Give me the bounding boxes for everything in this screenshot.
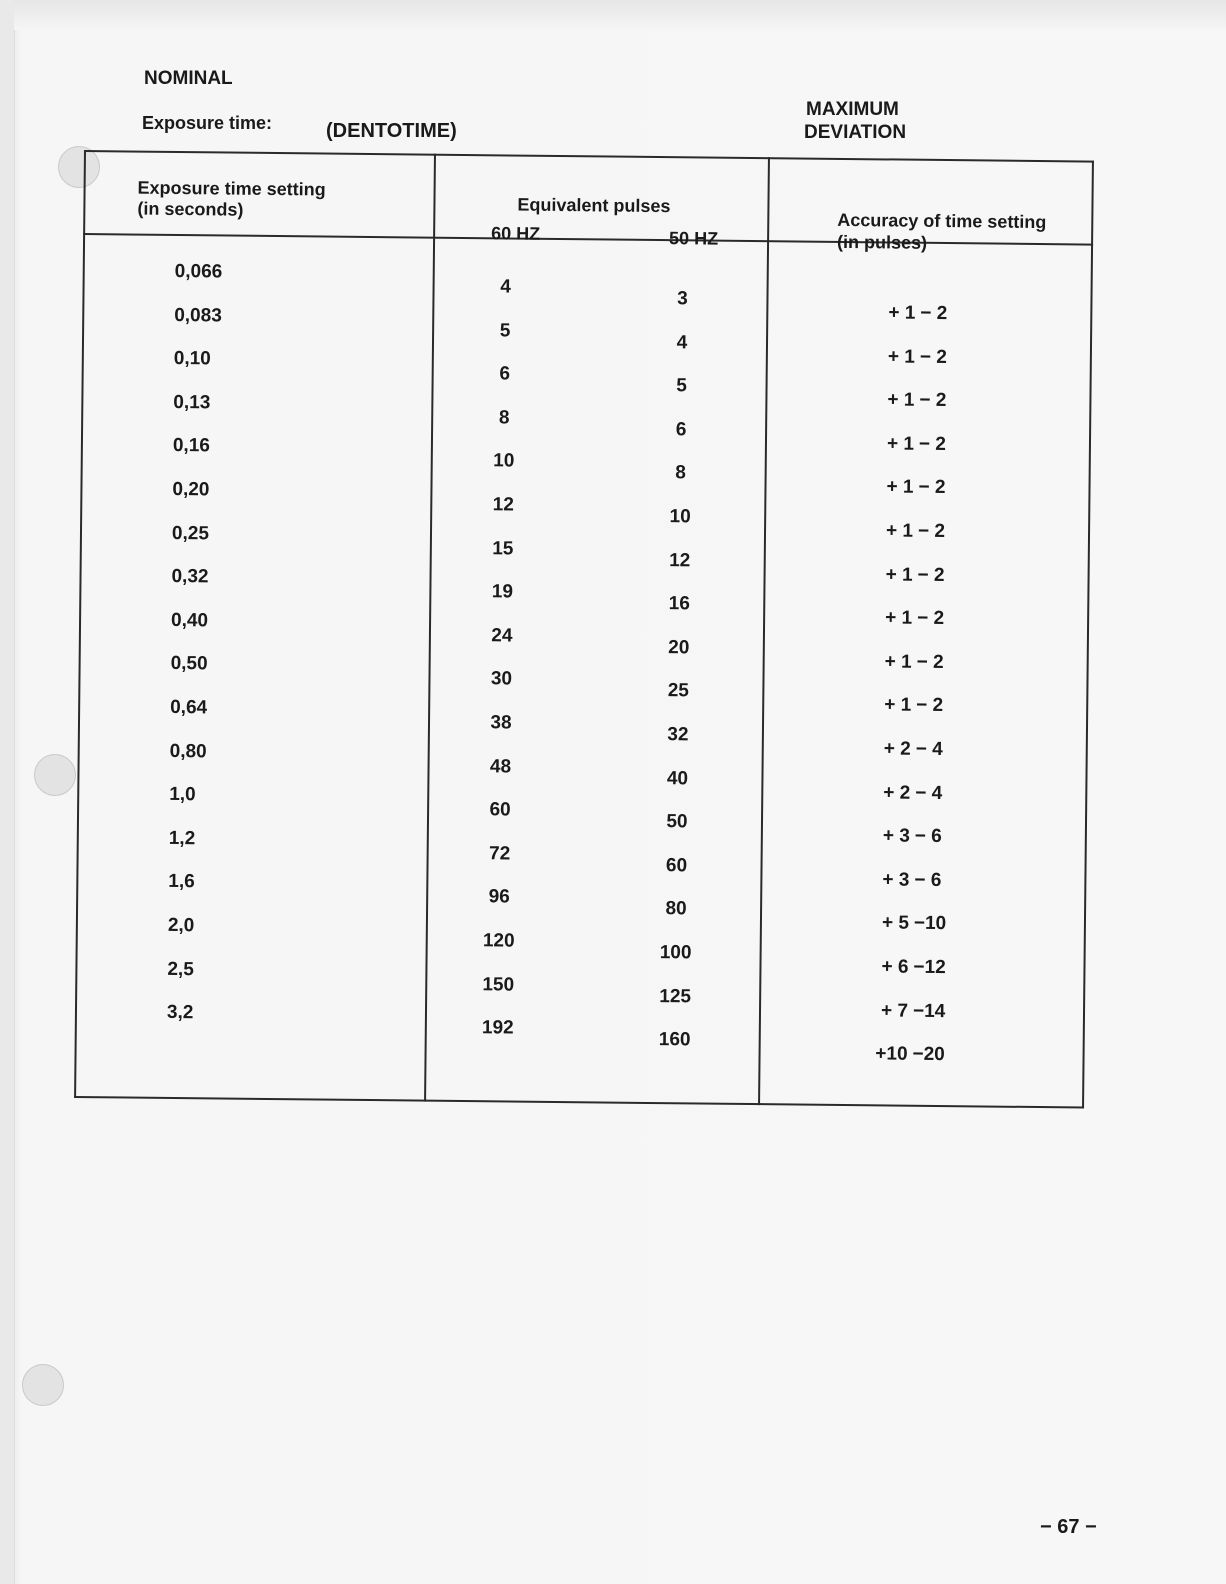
paper-left-edge [0, 0, 15, 1584]
cell-pulses-60hz: 30 [490, 668, 513, 690]
cell-accuracy-minus: − 2 [919, 346, 947, 368]
cell-exposure-time: 0,083 [174, 304, 222, 327]
header-rule [83, 233, 1093, 246]
cell-pulses-50hz: 4 [676, 331, 688, 353]
cell-accuracy-plus: + 1 [887, 389, 915, 411]
cell-accuracy-plus: + 1 [884, 651, 912, 673]
max-deviation-line2: DEVIATION [804, 122, 907, 143]
cell-pulses-50hz: 20 [668, 636, 690, 659]
cell-pulses-50hz: 40 [666, 767, 689, 789]
cell-pulses-50hz: 32 [667, 724, 689, 746]
cell-pulses-50hz: 16 [668, 593, 690, 615]
col2-sub-60hz: 60 HZ [491, 223, 541, 244]
cell-pulses-50hz: 10 [669, 506, 691, 528]
cell-accuracy-minus: −10 [913, 913, 947, 935]
cell-pulses-60hz: 96 [488, 886, 510, 908]
cell-exposure-time: 0,64 [170, 696, 208, 719]
cell-accuracy-plus: + 7 [880, 999, 909, 1022]
cell-accuracy-plus: + 5 [881, 912, 910, 935]
cell-accuracy-minus: − 2 [916, 695, 944, 717]
cell-accuracy-minus: − 4 [915, 782, 943, 804]
cell-accuracy-plus: + 2 [883, 738, 911, 760]
cell-pulses-60hz: 120 [482, 930, 515, 952]
col1-header-line1: Exposure time setting [137, 177, 326, 200]
nominal-heading: NOMINAL [144, 68, 233, 89]
punch-hole-middle [34, 754, 76, 796]
cell-accuracy-minus: −14 [912, 1000, 946, 1022]
cell-pulses-60hz: 150 [482, 973, 515, 996]
page-number: − 67 − [1040, 1516, 1097, 1538]
table-right-border [1082, 161, 1094, 1109]
cell-accuracy-minus: − 2 [919, 389, 947, 412]
cell-pulses-50hz: 160 [658, 1029, 691, 1051]
cell-pulses-50hz: 50 [666, 811, 688, 833]
cell-accuracy-minus: −20 [912, 1043, 945, 1066]
col3-header-line2: (in pulses) [836, 231, 928, 253]
cell-pulses-50hz: 60 [665, 854, 688, 877]
cell-pulses-60hz: 10 [493, 450, 515, 472]
cell-pulses-60hz: 24 [491, 625, 513, 647]
cell-accuracy-plus: + 2 [883, 782, 911, 804]
cell-pulses-60hz: 60 [489, 799, 511, 821]
cell-exposure-time: 1,6 [168, 871, 195, 893]
cell-exposure-time: 0,50 [170, 653, 208, 675]
table-bottom-border [74, 1096, 1084, 1109]
column-divider-2 [758, 157, 770, 1105]
cell-exposure-time: 3,2 [166, 1002, 194, 1024]
cell-accuracy-plus: + 1 [885, 520, 914, 542]
table-top-border [84, 150, 1094, 163]
cell-pulses-60hz: 5 [499, 319, 511, 342]
cell-exposure-time: 0,066 [174, 260, 223, 283]
col2-sub-50hz: 50 HZ [669, 228, 719, 249]
cell-pulses-50hz: 100 [659, 942, 692, 964]
cell-accuracy-minus: −12 [913, 956, 946, 979]
table-left-border [74, 150, 86, 1098]
dentotime-label: (DENTOTIME) [326, 120, 457, 142]
col1-header-line2: (in seconds) [137, 198, 244, 220]
cell-pulses-60hz: 38 [490, 712, 512, 734]
max-deviation-line1: MAXIMUM [806, 99, 899, 120]
cell-exposure-time: 2,0 [167, 914, 195, 937]
cell-exposure-time: 1,0 [169, 784, 196, 806]
cell-accuracy-minus: − 2 [916, 651, 944, 673]
exposure-table [74, 150, 1094, 1109]
cell-exposure-time: 0,40 [170, 609, 209, 632]
cell-accuracy-plus: + 1 [884, 694, 912, 717]
column-divider-1 [424, 154, 436, 1102]
cell-accuracy-minus: − 2 [917, 520, 946, 543]
cell-accuracy-plus: + 1 [886, 476, 914, 499]
col3-header-line1: Accuracy of time setting [837, 209, 1047, 233]
cell-exposure-time: 0,25 [171, 522, 210, 544]
exposure-time-label: Exposure time: [142, 113, 273, 133]
cell-accuracy-plus: + 1 [887, 346, 915, 368]
cell-pulses-50hz: 80 [665, 898, 687, 920]
cell-accuracy-minus: − 6 [914, 869, 942, 891]
cell-pulses-60hz: 19 [491, 581, 514, 603]
cell-accuracy-plus: + 1 [888, 302, 916, 324]
cell-accuracy-plus: + 6 [881, 956, 909, 978]
cell-accuracy-plus: +10 [875, 1043, 908, 1065]
cell-exposure-time: 1,2 [168, 827, 196, 849]
cell-exposure-time: 0,32 [171, 566, 209, 588]
cell-pulses-50hz: 12 [669, 549, 691, 571]
cell-exposure-time: 2,5 [167, 958, 194, 980]
paper-top-edge [14, 0, 1226, 30]
cell-exposure-time: 0,16 [172, 435, 210, 457]
cell-accuracy-plus: + 1 [886, 433, 915, 455]
punch-hole-bottom [22, 1364, 64, 1406]
cell-exposure-time: 0,13 [173, 391, 211, 414]
cell-accuracy-plus: + 3 [882, 825, 910, 847]
cell-pulses-50hz: 125 [659, 985, 692, 1007]
cell-exposure-time: 0,20 [172, 478, 210, 501]
cell-accuracy-plus: + 1 [885, 607, 913, 629]
cell-pulses-50hz: 5 [676, 375, 687, 397]
cell-accuracy-minus: − 2 [917, 607, 945, 630]
cell-accuracy-minus: − 4 [915, 738, 943, 761]
cell-pulses-50hz: 3 [677, 288, 688, 310]
cell-pulses-60hz: 15 [492, 537, 514, 560]
cell-accuracy-minus: − 2 [918, 433, 947, 455]
cell-pulses-60hz: 8 [498, 407, 510, 429]
cell-exposure-time: 0,10 [173, 348, 211, 370]
cell-pulses-60hz: 4 [500, 276, 511, 298]
cell-pulses-60hz: 48 [489, 755, 512, 778]
cell-accuracy-plus: + 3 [882, 869, 910, 891]
cell-accuracy-minus: − 2 [918, 477, 946, 499]
cell-accuracy-plus: + 1 [885, 564, 913, 586]
cell-exposure-time: 0,80 [169, 740, 207, 762]
col2-header: Equivalent pulses [517, 194, 671, 217]
cell-pulses-50hz: 8 [675, 462, 687, 484]
cell-pulses-50hz: 6 [675, 419, 687, 441]
cell-pulses-60hz: 12 [492, 494, 514, 516]
cell-accuracy-minus: − 2 [917, 564, 945, 586]
cell-pulses-60hz: 6 [499, 363, 511, 385]
cell-accuracy-minus: − 6 [914, 825, 942, 848]
cell-pulses-60hz: 72 [488, 843, 511, 865]
cell-pulses-60hz: 192 [481, 1017, 514, 1039]
cell-accuracy-minus: − 2 [920, 302, 948, 325]
cell-pulses-50hz: 25 [667, 680, 690, 702]
